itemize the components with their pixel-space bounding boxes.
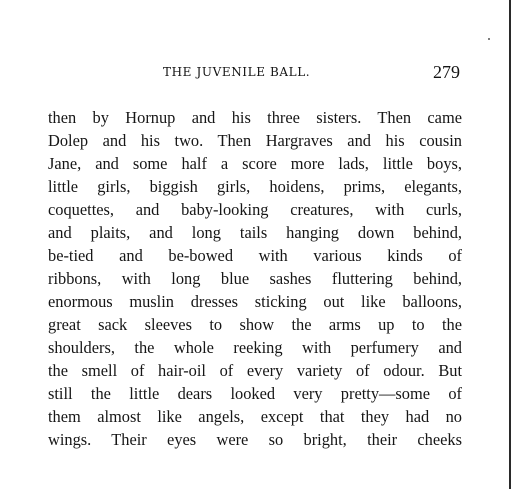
text-line: still the little dears looked very pretty—some of	[48, 384, 462, 403]
text-line: little girls, biggish girls, hoidens, prims, elegants,	[48, 177, 462, 196]
page-number: 279	[433, 62, 460, 82]
text-line: wings. Their eyes were so bright, their cheeks	[48, 430, 462, 449]
text-line: Jane, and some half a score more lads, little boys,	[48, 154, 462, 173]
text-line: coquettes, and baby-looking creatures, with curls,	[48, 200, 462, 219]
text-line: enormous muslin dresses sticking out like balloons,	[48, 292, 462, 311]
text-line: Dolep and his two. Then Hargraves and his cousin	[48, 131, 462, 150]
text-line: them almost like angels, except that they had no	[48, 407, 462, 426]
running-title: THE JUVENILE BALL.	[163, 65, 311, 79]
text-line: then by Hornup and his three sisters. Then came	[48, 108, 462, 127]
page-header	[48, 62, 460, 84]
paper-speck	[488, 38, 490, 40]
text-line: great sack sleeves to show the arms up to the	[48, 315, 462, 334]
text-line: the smell of hair-oil of every variety of odour. But	[48, 361, 462, 380]
text-line: and plaits, and long tails hanging down behind,	[48, 223, 462, 242]
body-paragraph	[48, 106, 462, 451]
text-line: ribbons, with long blue sashes fluttering behind,	[48, 269, 462, 288]
text-line: be-tied and be-bowed with various kinds of	[48, 246, 462, 265]
text-line: shoulders, the whole reeking with perfumery and	[48, 338, 462, 357]
